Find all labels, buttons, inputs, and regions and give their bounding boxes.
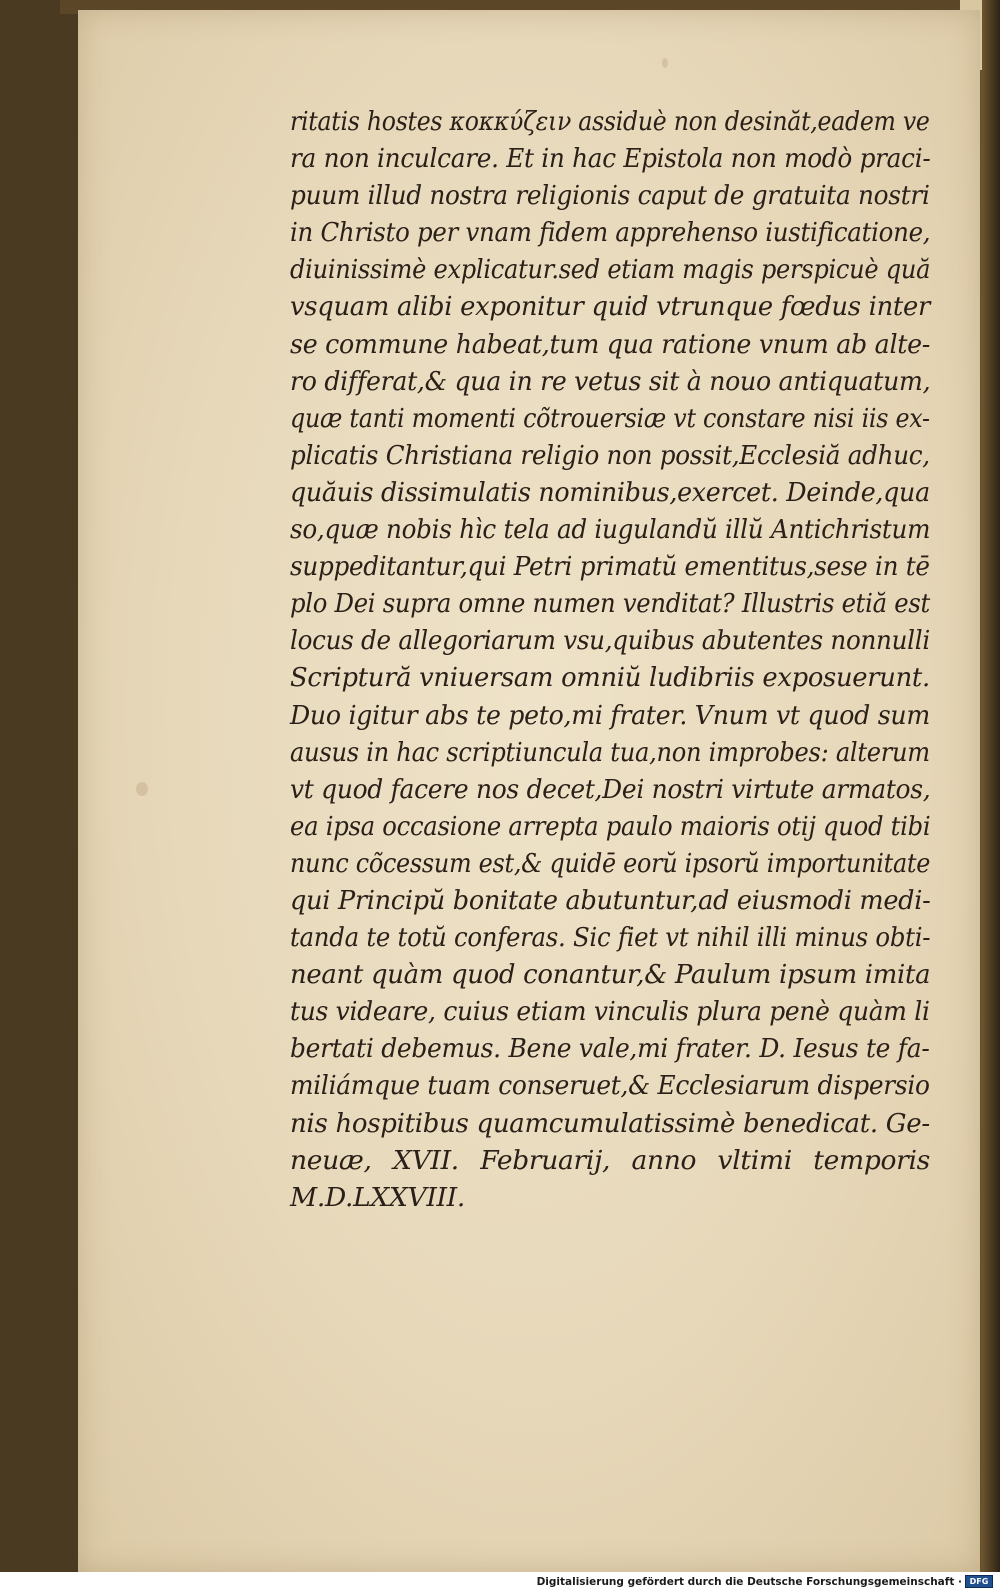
text-line: qui Principŭ bonitate abutuntur,ad eiusmodi medi- — [290, 884, 931, 916]
text-line: in Christo per vnam fidem apprehenso iustificatione, — [290, 217, 931, 249]
text-line: tus videare, cuius etiam vinculis plura penè quàm li — [290, 996, 930, 1028]
text-line: locus de allegoriarum vsu,quibus abutentes nonnulli — [290, 625, 930, 657]
text-line: quăuis dissimulatis nominibus,exercet. Deinde,qua — [290, 476, 930, 508]
text-line: Duo igitur abs te peto,mi frater. Vnum vt quod sum — [290, 699, 930, 731]
text-line: ritatis hostes κοκκύζειν assiduè non desinăt,eadem ve — [290, 106, 930, 137]
text-line: ra non inculcare. Et in hac Epistola non modò praci- — [290, 143, 931, 175]
text-line: nis hospitibus quamcumulatissimè benedicat. Ge- — [290, 1107, 930, 1139]
text-line-last: M.D.LXXVIII. — [290, 1181, 465, 1213]
text-line: vsquam alibi exponitur quid vtrunque fœdus inter — [290, 291, 931, 323]
text-line: diuinissimè explicatur.sed etiam magis perspicuè quă — [290, 254, 931, 286]
text-line: ausus in hac scriptiuncula tua,non improbes: alterum — [290, 736, 930, 768]
text-line: bertati debemus. Bene vale,mi frater. D. Iesus te fa- — [290, 1033, 930, 1065]
text-line: puum illud nostra religionis caput de gratuita nostri — [290, 180, 930, 212]
text-line: plo Dei supra omne numen venditat? Illustris etiă est — [290, 588, 931, 620]
text-line: se commune habeat,tum qua ratione vnum ab alte- — [290, 328, 931, 360]
text-line: so,quæ nobis hìc tela ad iugulandŭ illŭ Antichristum — [290, 514, 931, 546]
text-line: plicatis Christiana religio non possit,Ecclesiă adhuc, — [290, 439, 930, 471]
funding-credit: Digitalisierung gefördert durch die Deutsche Forschungsgemeinschaft · — [536, 1576, 962, 1588]
text-line: suppeditantur,qui Petri primatŭ ementitus,sese in tē — [290, 551, 930, 583]
text-line: Scriptură vniuersam omniŭ ludibriis exposuerunt. — [290, 662, 930, 694]
text-line: ea ipsa occasione arrepta paulo maioris otij quod tibi — [290, 810, 931, 842]
text-line: neuæ, XVII. Februarij, anno vltimi temporis — [290, 1144, 930, 1176]
page-stain — [662, 58, 668, 68]
text-line: nunc cõcessum est,& quidē eorŭ ipsorŭ importunitate — [290, 847, 931, 879]
page-stain — [136, 782, 148, 796]
text-line: ro differat,& qua in re vetus sit à nouo antiquatum, — [290, 365, 931, 397]
text-line: vt quod facere nos decet,Dei nostri virtute armatos, — [290, 773, 931, 805]
text-line: quæ tanti momenti cõtrouersiæ vt constare nisi iis ex- — [290, 402, 930, 434]
page-text — [290, 103, 930, 1216]
dfg-logo-icon: DFG — [965, 1575, 993, 1588]
text-line: neant quàm quod conantur,& Paulum ipsum imita — [290, 959, 931, 991]
text-line: miliámque tuam conseruet,& Ecclesiarum dispersio — [290, 1070, 930, 1102]
text-line: tanda te totŭ conferas. Sic fiet vt nihil illi minus obti- — [290, 922, 931, 954]
